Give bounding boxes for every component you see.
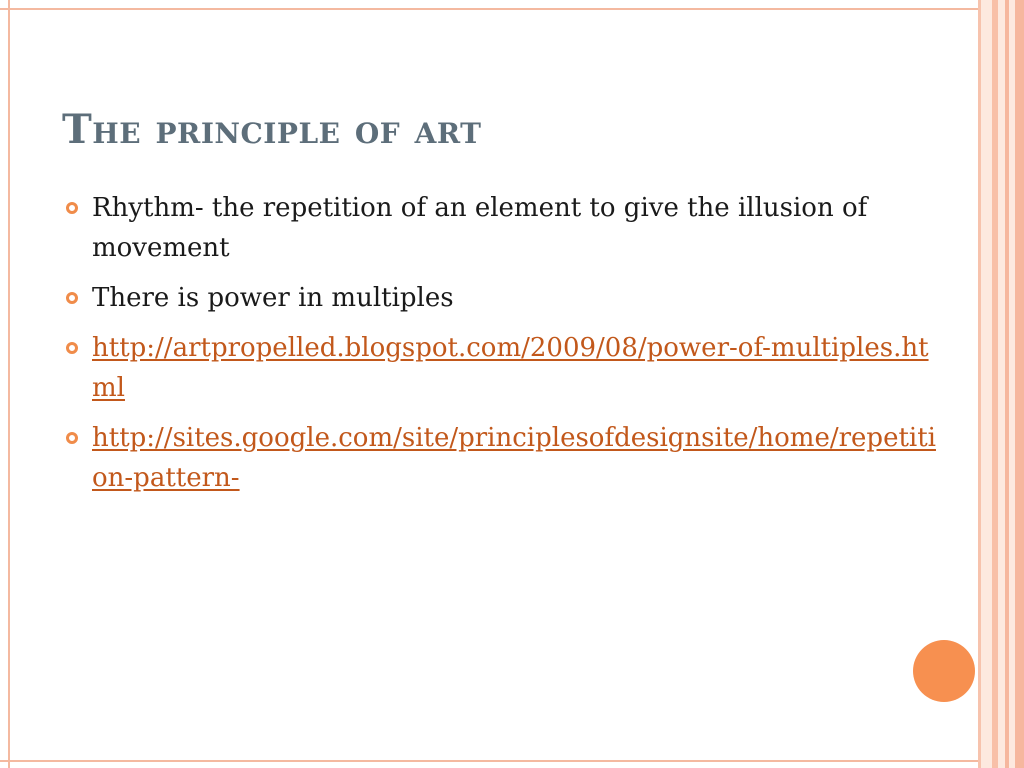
frame-bottom-line	[0, 760, 978, 762]
bullet-item	[64, 188, 944, 268]
bullet-circle-icon	[66, 202, 78, 214]
right-stripe	[981, 0, 992, 768]
bullet-circle-icon	[66, 432, 78, 444]
bullet-item	[64, 418, 944, 498]
frame-top-line	[0, 8, 978, 10]
bullet-text: Rhythm- the repetition of an element to give the illusion of movement	[92, 193, 868, 263]
bullet-link[interactable]: http://sites.google.com/site/principlesofdesignsite/home/repetition-pattern-	[92, 423, 936, 493]
bullet-text: There is power in multiples	[92, 283, 454, 313]
bullet-list	[64, 188, 944, 508]
bullet-item	[64, 278, 944, 318]
bullet-link[interactable]: http://artpropelled.blogspot.com/2009/08/power-of-multiples.html	[92, 333, 929, 403]
decorative-circle	[913, 640, 975, 702]
bullet-circle-icon	[66, 292, 78, 304]
right-stripe	[1015, 0, 1024, 768]
bullet-item	[64, 328, 944, 408]
bullet-circle-icon	[66, 342, 78, 354]
slide-title: The principle of art	[62, 106, 482, 153]
right-stripe	[998, 0, 1005, 768]
frame-left-line	[8, 0, 10, 768]
